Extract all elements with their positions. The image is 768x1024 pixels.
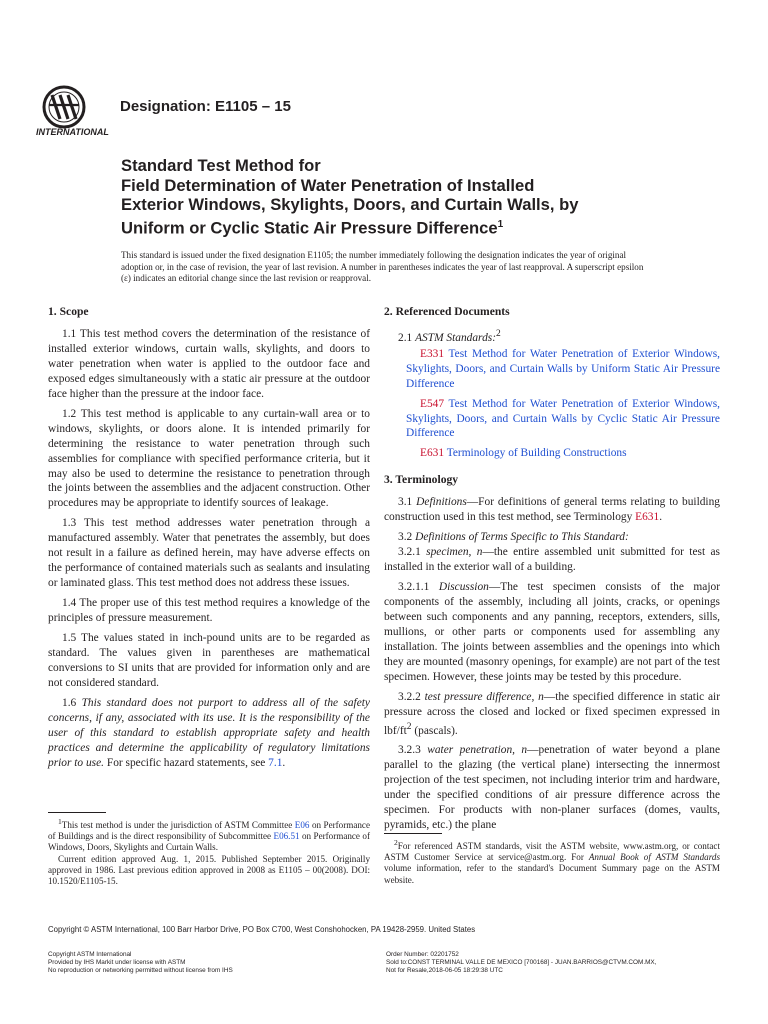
footnote-1-text (48, 816, 370, 854)
para-3-2-3-term: water penetration, n (427, 744, 528, 757)
title-line-4-text: Uniform or Cyclic Static Air Pressure Difference (121, 218, 498, 238)
para-3-2-2-term: test pressure difference, n (424, 690, 544, 703)
reference-e547[interactable] (384, 397, 720, 442)
para-3-1-text: —For definitions of general terms relating to building construction used in this test method, see Terminology (384, 496, 720, 524)
para-3-2-num: 3.2 (398, 531, 416, 544)
reference-e631[interactable] (384, 446, 720, 461)
para-3-2-label: Definitions of Terms Specific to This Standard: (415, 531, 629, 544)
para-2-1-label: ASTM Standards: (415, 331, 496, 344)
logo-text: INTERNATIONAL (36, 127, 109, 137)
para-3-2-3 (384, 743, 720, 833)
copyright-line: Copyright © ASTM International, 100 Barr Harbor Drive, PO Box C700, West Conshohocken, PA 19428-2959. United States (48, 925, 476, 934)
preface-note: This standard is issued under the fixed designation E1105; the number immediately following the designation indicates the year of original adoption or, in the case of revision, the year of last revision. A number in parentheses indicates the year of last reapproval. A superscript epsilon (ε) indicates an editorial change since the last revision or reapproval. (121, 250, 644, 283)
footnote-1 (48, 816, 370, 887)
title-line-1: Standard Test Method for (121, 156, 321, 175)
para-3-1 (384, 495, 720, 525)
license-left-line-1: Copyright ASTM International (48, 951, 132, 958)
para-3-2-2-sup: 2 (406, 721, 412, 732)
astm-logo (34, 83, 112, 143)
terminology-heading: 3. Terminology (384, 473, 459, 487)
title-line-4 (121, 215, 641, 238)
para-2-1 (384, 327, 720, 346)
link-e06[interactable]: E06 (294, 820, 310, 831)
para-3-2-1-num: 3.2.1 (398, 546, 427, 559)
footnote-2-b: volume information, refer to the standard's Document Summary page on the ASTM website. (384, 863, 720, 885)
footnote-rule-left (48, 812, 106, 813)
link-e06-51[interactable]: E06.51 (273, 831, 300, 842)
left-column (48, 305, 370, 776)
license-left-line-3: No reproduction or networking permitted without license from IHS (48, 967, 233, 975)
para-3-1-num: 3.1 (398, 496, 417, 509)
designation: Designation: E1105 – 15 (120, 98, 291, 115)
reference-title[interactable]: Test Method for Water Penetration of Exterior Windows, Skylights, Doors, and Curtain Walls by Cyclic Static Air Pressure Difference (406, 397, 720, 440)
para-3-2-1-term: specimen, n (426, 546, 483, 559)
para-3-1-end: . (659, 511, 663, 524)
license-right-line-1: Order Number: 02201752 (386, 951, 459, 958)
referenced-documents-heading: 2. Referenced Documents (384, 305, 510, 318)
para-3-2-3-num: 3.2.3 (398, 744, 428, 757)
title-line-3: Exterior Windows, Skylights, Doors, and Curtain Walls, by (121, 195, 579, 214)
para-1-4: 1.4 The proper use of this test method requires a knowledge of the principles of pressure measurement. (48, 597, 370, 625)
footnote-1-edition: Current edition approved Aug. 1, 2015. Published September 2015. Originally approved in 1986. Last previous edition approved in 2008 as E1105 – 00(2008). DOI: 10.1520/E1105-15. (48, 853, 370, 887)
document-title (121, 156, 641, 238)
para-3-2-1-1 (384, 580, 720, 685)
title-footnote-mark: 1 (497, 218, 504, 230)
link-e631[interactable]: E631 (635, 511, 660, 524)
para-2-1-sup: 2 (496, 328, 501, 339)
license-left-line-2: Provided by IHS Markit under license with ASTM (48, 959, 186, 967)
para-1-6-tail: For specific hazard statements, see (104, 756, 269, 769)
reference-e331[interactable] (384, 347, 720, 392)
para-3-2-2-end: (pascals). (411, 724, 458, 737)
para-3-2-3-text: —penetration of water beyond a plane parallel to the glazing (the vertical plane) intersecting the innermost projection of the test specimen, not including interior trim and hardware, under the specified conditions of air pressure difference across the specimen. For products with non-planer surfaces (domes, vaults, pyramids, etc.) the plane (384, 744, 720, 832)
footnote-2 (384, 837, 720, 886)
license-right-line-3: Not for Resale,2018-06-05 18:29:38 UTC (386, 967, 503, 975)
reference-title[interactable]: Test Method for Water Penetration of Exterior Windows, Skylights, Doors, and Curtain Walls by Uniform Static Air Pressure Difference (406, 347, 720, 390)
para-3-2-1-1-text: —The test specimen consists of the major components of the assembly, including all joints, cracks, or openings between such components and any panning, receptors, extenders, sills, mullions, or other parts or components used for assembling any installation. The joints between assemblies and the openings into which they are mounted (masonry openings, for example) are not part of the test specimen. However, these joints may be tested by this procedure. (384, 581, 720, 683)
license-right-line-2: Sold to:CONST TERMINAL VALLE DE MEXICO [700168] - JUAN.BARRIOS@CTVM.COM.MX, (386, 959, 657, 967)
license-right (386, 951, 656, 976)
reference-list (384, 347, 720, 462)
para-3-1-label: Definitions (416, 496, 467, 509)
para-3-2-2-num: 3.2.2 (398, 690, 425, 703)
para-3-2-1-1-num: 3.2.1.1 (398, 581, 439, 594)
reference-code[interactable]: E547 (420, 397, 445, 410)
footnote-rule-right (384, 833, 442, 834)
para-1-6-end: . (282, 756, 286, 769)
reference-title[interactable]: Terminology of Building Constructions (444, 447, 627, 460)
footnote-1-a: This test method is under the jurisdiction of ASTM Committee (61, 820, 295, 831)
para-3-2 (384, 530, 720, 545)
para-1-6 (48, 696, 370, 771)
para-1-5: 1.5 The values stated in inch-pound units are to be regarded as standard. The values given in parentheses are mathematical conversions to SI units that are provided for information only and are not considered standard. (48, 632, 370, 689)
para-3-2-1-1-term: Discussion (438, 581, 489, 594)
footnote-2-text (384, 837, 720, 886)
footnote-2-a: For referenced ASTM standards, visit the ASTM website, www.astm.org, or contact ASTM Customer Service at service@astm.org. For (384, 841, 720, 863)
para-1-1: 1.1 This test method covers the determination of the resistance of installed exterior windows, curtain walls, skylights, and doors to water penetration when water is applied to the outdoor face and exposed edges simultaneously with a static air pressure at the outdoor face higher than the pressure at the indoor face. (48, 327, 370, 400)
para-3-2-1 (384, 545, 720, 575)
reference-code[interactable]: E331 (420, 347, 445, 360)
para-3-2-2 (384, 690, 720, 739)
license-left (48, 951, 233, 976)
para-2-1-num: 2.1 (398, 331, 416, 344)
footnote-1-mark: 1 (58, 817, 62, 826)
para-1-3: 1.3 This test method addresses water penetration through a manufactured assembly. Water that penetrates the assembly, but does not result in a failure as defined herein, may have adverse effects on the performance of contained materials such as sealants and insulating or laminated glass. This test method does not address these issues. (48, 517, 370, 590)
footnote-1-b: on Performance of Buildings and is the direct responsibility of Subcommittee (48, 820, 370, 842)
footnote-2-mark: 2 (394, 838, 398, 847)
para-1-2: 1.2 This test method is applicable to any curtain-wall area or to windows, skylights, or doors alone. It is intended primarily for determining the resistance to water penetration through such assemblies for compliance with specified performance criteria, but it may also be used to determine the resistance to penetration through the joints between the assemblies and the adjacent construction. Other procedures may be appropriate to identify sources of leakage. (48, 407, 370, 510)
scope-heading: 1. Scope (48, 305, 89, 318)
para-1-6-italic: This standard does not purport to address all of the safety concerns, if any, associated with its use. It is the responsibility of the user of this standard to establish appropriate safety and health practices and determine the applicability of regulatory limitations prior to use. (48, 696, 370, 769)
para-3-2-1-text: —the entire assembled unit submitted for test as installed in the exterior wall of a building. (384, 546, 720, 574)
link-7-1[interactable]: 7.1 (268, 756, 283, 769)
title-line-2: Field Determination of Water Penetration of Installed (121, 175, 535, 195)
footnote-1-c: on Performance of Windows, Doors, Skylights and Curtain Walls. (48, 831, 370, 853)
footnote-2-italic: Annual Book of ASTM Standards (588, 852, 720, 863)
para-1-6-num: 1.6 (62, 696, 77, 709)
reference-code[interactable]: E631 (420, 447, 445, 460)
para-3-2-2-text: —the specified difference in static air pressure across the closed and locked or fixed specimen expressed in lbf/ft (384, 690, 720, 737)
right-column (384, 305, 720, 838)
